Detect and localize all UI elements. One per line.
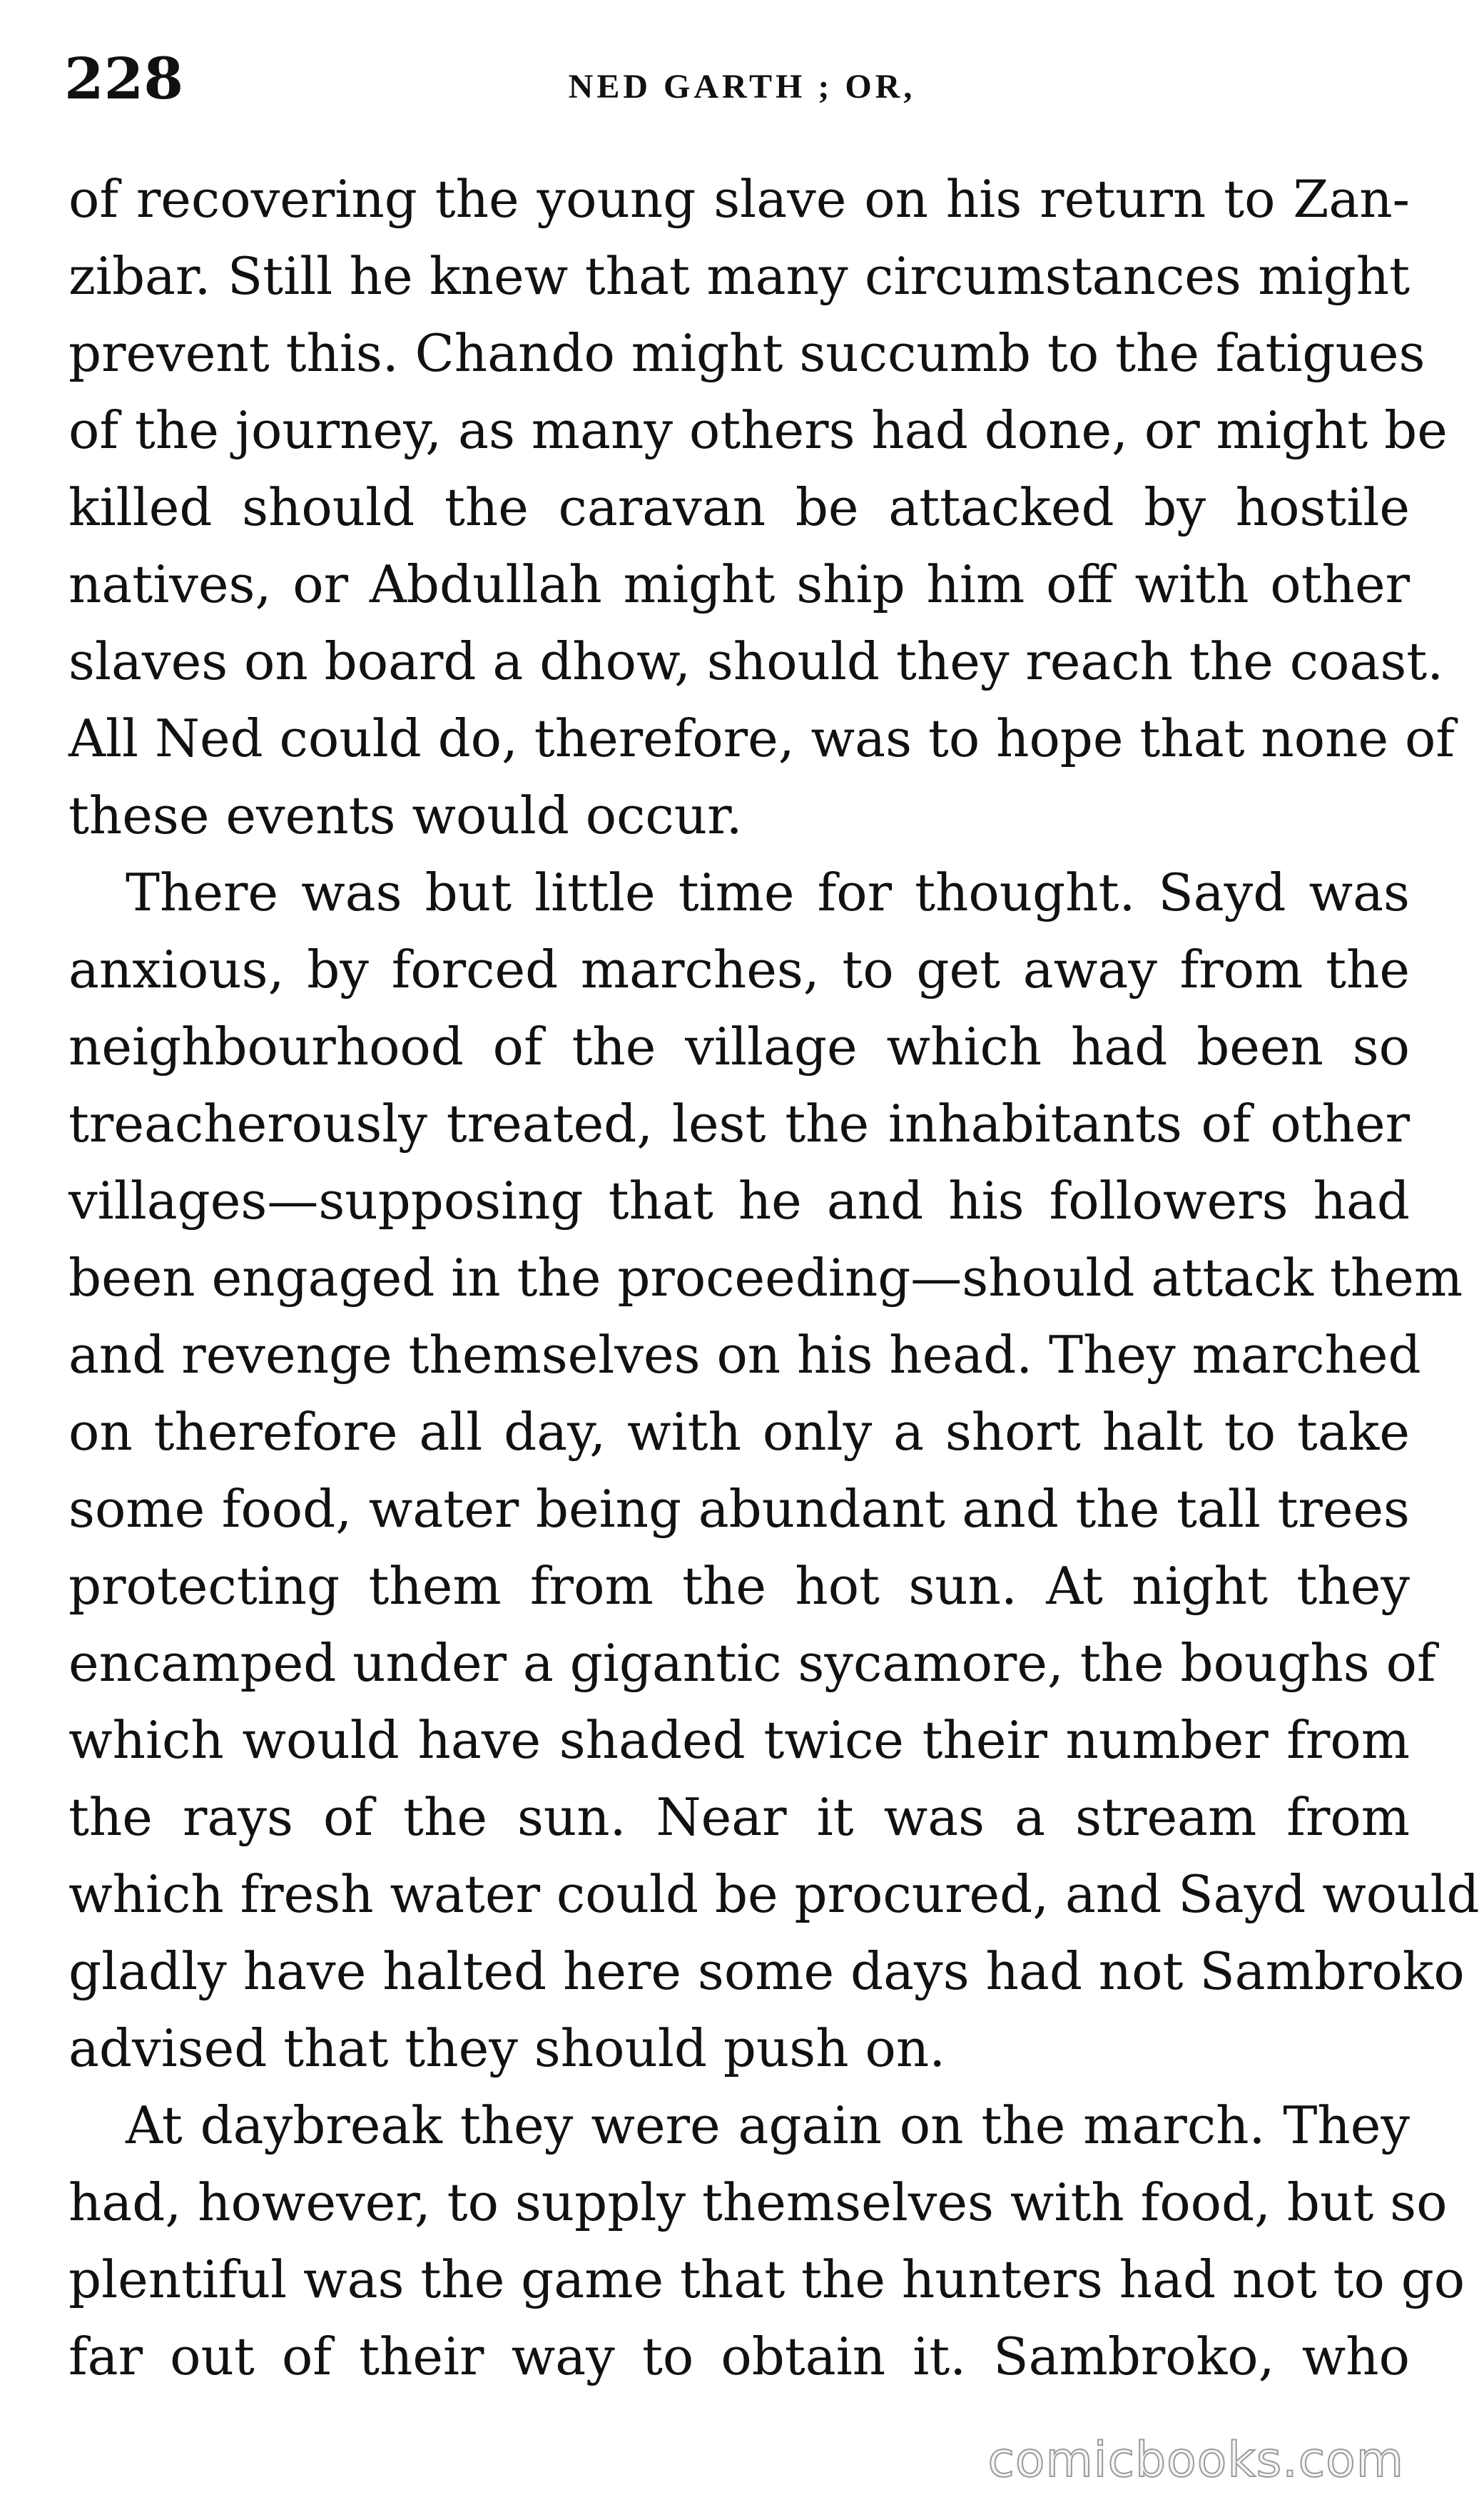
text-line: which fresh water could be procured, and Sayd would (68, 1864, 1480, 1924)
text-line: of the journey, as many others had done, or might be (68, 400, 1448, 460)
text-line: some food, water being abundant and the tall trees (68, 1479, 1410, 1539)
text-line: killed should the caravan be attacked by hostile (68, 477, 1410, 537)
text-line: anxious, by forced marches, to get away from the (68, 940, 1410, 1000)
text-line: these events would occur. (68, 785, 743, 845)
paragraph (68, 161, 1455, 854)
text-line: All Ned could do, therefore, was to hope that none of (68, 708, 1455, 768)
text-line: slaves on board a dhow, should they reach the coast. (68, 631, 1444, 691)
text-line: natives, or Abdullah might ship him off with other (68, 554, 1410, 614)
paragraph (68, 854, 1480, 2087)
text-line: At daybreak they were again on the march. They (126, 2095, 1410, 2155)
page-number: 228 (64, 45, 183, 112)
text-line: and revenge themselves on his head. They marched (68, 1325, 1421, 1385)
text-line: which would have shaded twice their number from (68, 1710, 1410, 1770)
running-header (64, 45, 1420, 136)
watermark: comicbooks.com (987, 2432, 1404, 2488)
text-line: gladly have halted here some days had not Sambroko (68, 1941, 1465, 2001)
text-line: far out of their way to obtain it. Sambroko, who (68, 2327, 1410, 2386)
body-text (68, 161, 1480, 2395)
text-line: prevent this. Chando might succumb to the fatigues (68, 323, 1425, 383)
text-line: There was but little time for thought. Sayd was (126, 863, 1410, 922)
text-line: of recovering the young slave on his return to Zan- (68, 169, 1410, 229)
text-line: encamped under a gigantic sycamore, the boughs of (68, 1633, 1436, 1693)
running-title: NED GARTH ; OR, (568, 68, 916, 106)
text-line: villages—supposing that he and his followers had (68, 1171, 1410, 1231)
text-line: treacherously treated, lest the inhabitants of other (68, 1094, 1410, 1154)
text-line: been engaged in the proceeding—should attack them (68, 1248, 1463, 1308)
text-line: neighbourhood of the village which had been so (68, 1017, 1410, 1077)
text-line: the rays of the sun. Near it was a stream from (68, 1787, 1410, 1847)
text-line: on therefore all day, with only a short halt to take (68, 1402, 1410, 1462)
text-line: had, however, to supply themselves with food, but so (68, 2172, 1448, 2232)
text-line: plentiful was the game that the hunters had not to go (68, 2249, 1465, 2309)
text-line: protecting them from the hot sun. At night they (68, 1556, 1410, 1616)
text-line: zibar. Still he knew that many circumstances might (68, 246, 1410, 306)
text-line: advised that they should push on. (68, 2018, 946, 2078)
paragraph (68, 2087, 1465, 2395)
